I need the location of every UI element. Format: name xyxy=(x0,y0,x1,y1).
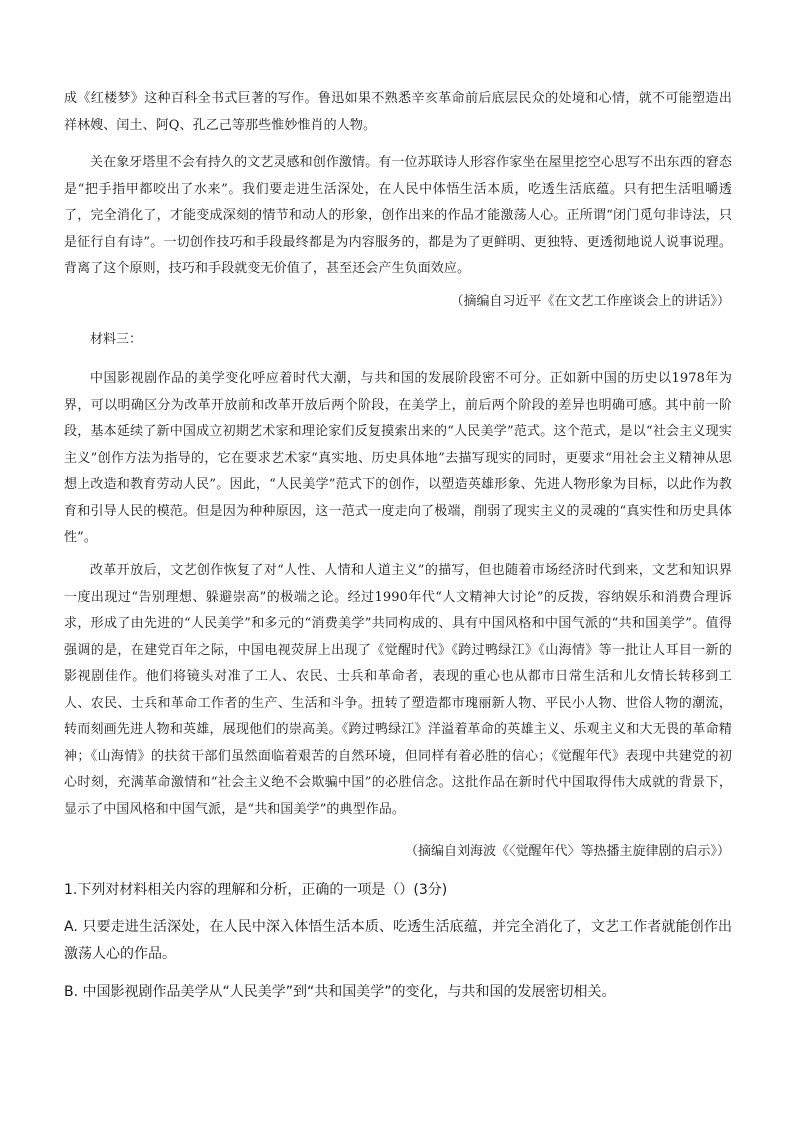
question-1-stem: 1.下列对材料相关内容的理解和分析，正确的一项是（）(3分) xyxy=(64,882,448,898)
material2-paragraph-last: 关在象牙塔里不会有持久的文艺灵感和创作激情。有一位苏联诗人形容作家坐在屋里挖空心思写不出东西的窘态是“把手指甲都咬出了水来”。我们要走进生活深处，在人民中体悟生活本质，吃透生活底蕴。只有把生活咀嚼透了，完全消化了，才能变成深刻的情节和动人的形象，创作出来的作品才能激荡人心。正所谓“闭门觅句非诗法，只是征行自有诗”。一切创作技巧和手段最终都是为内容服务的，都是为了更鲜明、更独特、更透彻地说人说事说理。背离了这个原则，技巧和手段就变无价值了，甚至还会产生负面效应。 xyxy=(64,155,732,276)
question-1-option-a: A. 只要走进生活深处，在人民中深入体悟生活本质、吃透生活底蕴，并完全消化了，文艺工作者就能创作出激荡人心的作品。 xyxy=(64,919,732,962)
material2-source: （摘编自习近平《在文艺工作座谈会上的讲话》） xyxy=(450,294,730,309)
material3-paragraph-1: 中国影视剧作品的美学变化呼应着时代大潮，与共和国的发展阶段密不可分。正如新中国的历史以1978年为界，可以明确区分为改革开放前和改革开放后两个阶段，在美学上，前后两个阶段的差异也明确可感。其中前一阶段，基本延续了新中国成立初期艺术家和理论家们反复摸索出来的“人民美学”范式。这个范式，是以“社会主义现实主义”创作方法为指导的，它在要求艺术家“真实地、历史具体地”去描写现实的同时，更要求“用社会主义精神从思想上改造和教育劳动人民”。因此，“人民美学”范式下的创作，以塑造英雄形象、先进人物形象为目标，以此作为教育和引导人民的模范。但是因为种种原因，这一范式一度走向了极端，削弱了现实主义的灵魂的“真实性和历史具体性”。 xyxy=(64,371,732,545)
material2-paragraph-continued: 成《红楼梦》这种百科全书式巨著的写作。鲁迅如果不熟悉辛亥革命前后底层民众的处境和心情，就不可能塑造出祥林嫂、闰土、阿Q、孔乙己等那些惟妙惟肖的人物。 xyxy=(64,91,732,133)
material3-source: （摘编自刘海波《〈觉醒年代〉等热播主旋律剧的启示》） xyxy=(404,844,730,859)
material3-paragraph-2: 改革开放后，文艺创作恢复了对“人性、人情和人道主义”的描写，但也随着市场经济时代到来，文艺和知识界一度出现过“告别理想、躲避崇高”的极端之论。经过1990年代“人文精神大讨论”的反拨，容纳娱乐和消费合理诉求，形成了由先进的“人民美学”和多元的“消费美学”共同构成的、具有中国风格和中国气派的“共和国美学”。值得强调的是，在建党百年之际，中国电视荧屏上出现了《觉醒时代》《跨过鸭绿江》《山海情》等一批让人耳目一新的影视剧佳作。他们将镜头对准了工人、农民、士兵和革命者，表现的重心也从都市日常生活和儿女情长转移到工人、农民、士兵和革命工作者的生产、生活和斗争。扭转了塑造都市瑰丽新人物、平民小人物、世俗人物的潮流，转而刻画先进人物和英雄，展现他们的崇高美。《跨过鸭绿江》洋溢着革命的英雄主义、乐观主义和大无畏的革命精神；《山海情》的扶贫干部们虽然面临着艰苦的自然环境，但同样有着必胜的信心；《觉醒年代》表现中共建党的初心时刻，充满革命激情和“社会主义绝不会欺骗中国”的必胜信念。这批作品在新时代中国取得伟大成就的背景下，显示了中国风格和中国气派，是“共和国美学”的典型作品。 xyxy=(64,563,732,817)
question-1-option-b: B. 中国影视剧作品美学从“人民美学”到“共和国美学”的变化，与共和国的发展密切相关。 xyxy=(64,984,616,1000)
material3-label: 材料三： xyxy=(90,332,143,347)
